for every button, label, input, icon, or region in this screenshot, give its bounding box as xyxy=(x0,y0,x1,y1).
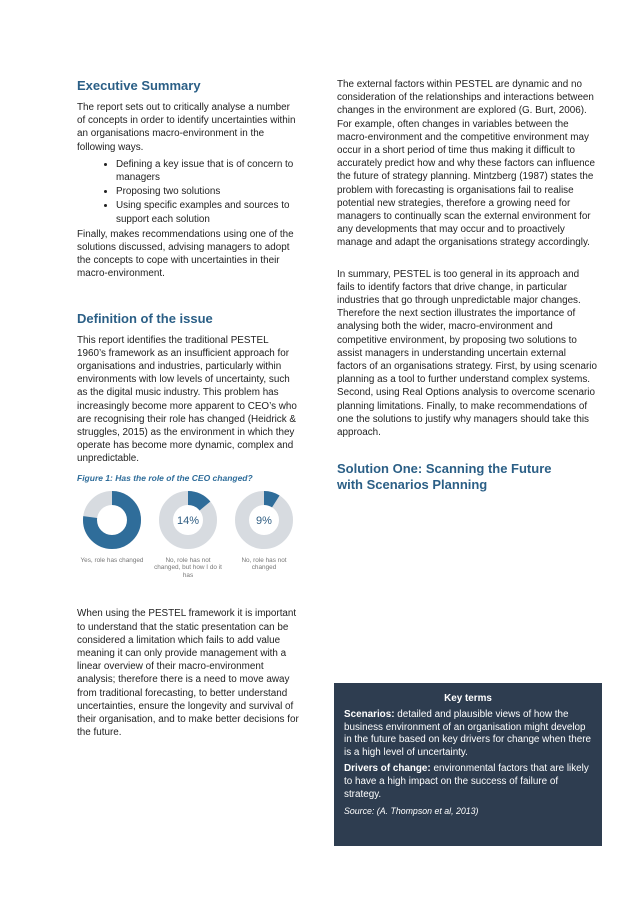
executive-summary-intro: The report sets out to critically analyse a number of concepts in order to identify uncertainties within an organisations macro-environment in the following ways. xyxy=(77,102,296,153)
donut-yes-changed xyxy=(77,489,147,580)
figure-caption: Figure 1: Has the role of the CEO changed? xyxy=(77,472,253,483)
donut-value: 14% xyxy=(176,514,200,527)
left-column xyxy=(77,78,299,739)
key-term-scenarios xyxy=(344,709,592,759)
bullet-item: • Defining a key issue that is of concern to managers xyxy=(116,158,299,184)
term-name: Drivers of change: xyxy=(344,763,431,775)
external-factors-paragraph: The external factors within PESTEL are dynamic and no consideration of the relationships and interactions between changes in the environment are explored (G. Burt, 2006). For example, often changes in variables between the macro-environment and the competitive environment may occur in a short period of time thus making it difficult to accurately predict how and why these factors can influence the future of strategy planning. Mintzberg (1987) states the problem with forecasting is organisations fail to realise potential new strategies, therefore a growing need for managers to continually scan the external environment for any developments that may occur and to proactively manage and adapt the organisations strategy accordingly. xyxy=(337,79,595,249)
donut-label: No, role has not changed xyxy=(241,556,287,572)
definition-heading: Definition of the issue xyxy=(77,310,213,326)
pestel-limitation-paragraph: When using the PESTEL framework it is important to understand that the static presentation can be considered a limitation which fails to add value meaning it can only provide management with a linear overview of their macro-environment analysis; therefore there is a need to move away from traditional forecasting, to better understand uncertainties, ensure the longevity and survival of their organisation, and to make better decisions for the future. xyxy=(77,608,299,739)
donut-label: No, role has not changed, but how I do it has xyxy=(154,556,222,579)
summary-paragraph: In summary, PESTEL is too general in its approach and fails to identify factors that drive change, in particular industries that go through unpredictable major changes. Therefore the next section illustrates the importance of analysing both the wider, macro-environment and competitive environment, by proposing two solutions to assist managers in understanding uncertain external factors of an organisations strategy. First, by using scenario planning as a tool to further understand complex systems. Second, using Real Options analysis to overcome scenario planning limitations. Finally, to make recommendations of one the solutions to justify why managers should take this approach. xyxy=(337,268,597,439)
bullet-item: • Proposing two solutions xyxy=(116,185,299,198)
figure-1 xyxy=(77,473,299,580)
term-definition: detailed and plausible views of how the business environment of an organisation might develop in the future based on key drivers for change when there is a high level of uncertainty. xyxy=(344,709,592,758)
bullet-item: • Using specific examples and sources to support each solution xyxy=(116,199,299,225)
donut-graphic xyxy=(157,489,219,551)
executive-summary-heading: Executive Summary xyxy=(77,78,201,93)
key-terms-box xyxy=(334,683,602,846)
solution-one-heading: Solution One: Scanning the Future with Scenarios Planning xyxy=(337,461,552,493)
key-term-drivers xyxy=(344,763,592,801)
donut-value: >75% xyxy=(97,514,127,527)
definition-body: This report identifies the traditional PESTEL 1960’s framework as an insufficient approach for organisations and industries, particularly within environments with low levels of uncertainty, such as the digital music industry. This problem has increasingly become more apparent to CEO’s who are recognising their role has changed (Heidrick & struggles, 2015) as the environment in which they operate has become more dynamic, complex and unpredictable. xyxy=(77,334,297,465)
key-terms-source: Source: (A. Thompson et al, 2013) xyxy=(344,806,479,817)
right-column xyxy=(337,78,597,493)
donut-not-changed xyxy=(229,489,299,580)
donut-value: 9% xyxy=(256,514,272,527)
executive-summary-bullets xyxy=(77,158,299,226)
term-definition: environmental factors that are likely to have a high impact on the success of failure of strategy. xyxy=(344,763,589,800)
executive-summary-closing: Finally, makes recommendations using one of the solutions discussed, advising managers to adopt the concepts to cope with uncertainties in their macro-environment. xyxy=(77,228,294,280)
donut-graphic xyxy=(81,489,143,551)
term-name: Scenarios: xyxy=(344,709,395,720)
donut-not-changed-but-how xyxy=(153,489,223,580)
donut-graphic xyxy=(233,489,295,551)
key-terms-title: Key terms xyxy=(444,693,492,704)
donut-label: Yes, role has changed xyxy=(80,556,144,564)
donut-chart-row xyxy=(77,489,299,580)
